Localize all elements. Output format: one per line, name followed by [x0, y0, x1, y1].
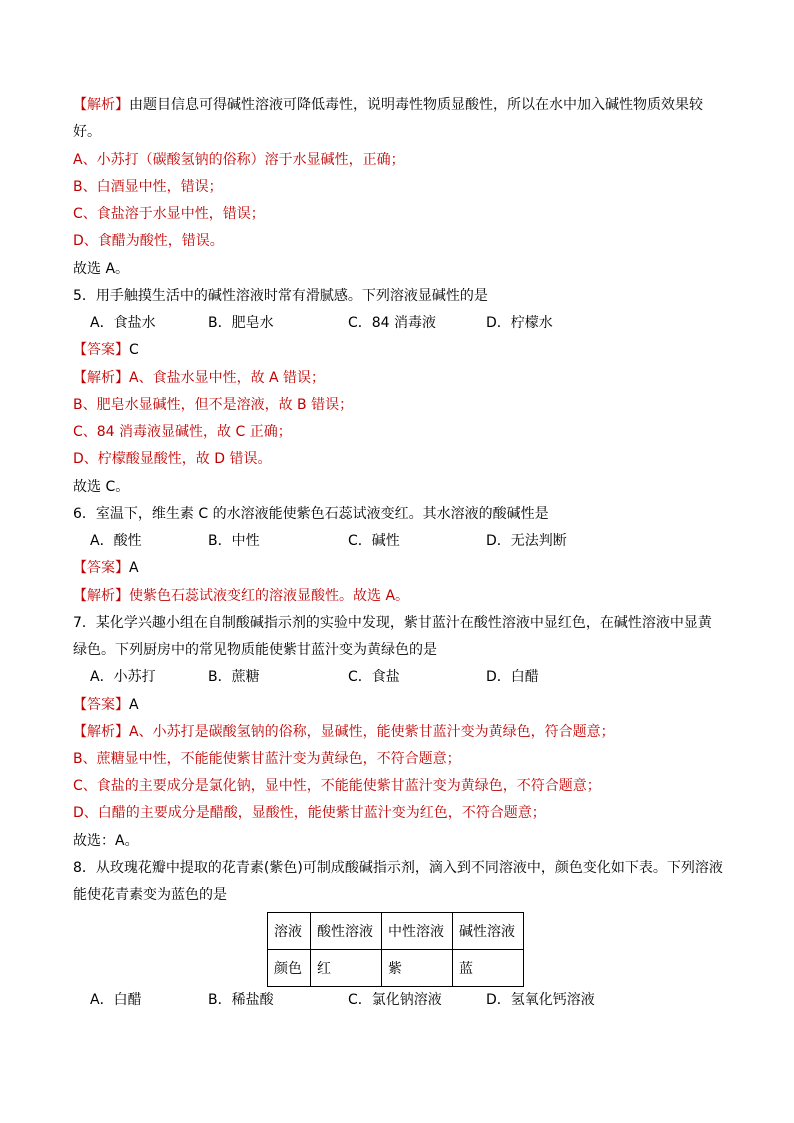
q4-analysis-option-a: A、小苏打（碳酸氢钠的俗称）溶于水显碱性，正确； [73, 152, 405, 168]
q6-option-c: C．碱性 [348, 533, 400, 549]
q4-analysis-text: 由题目信息可得碱性溶液可降低毒性，说明毒性物质显酸性，所以在水中加入碱性物质效果较 [129, 97, 703, 113]
table-cell: 酸性溶液 [311, 913, 382, 950]
q7-analysis-option-c: C、食盐的主要成分是氯化钠，显中性，不能能使紫甘蓝汁变为黄绿色，不符合题意； [73, 778, 601, 794]
q6-analysis-text: 使紫色石蕊试液变红的溶液显酸性。故选 A。 [129, 588, 410, 604]
q5-analysis-option-d: D、柠檬酸显酸性，故 D 错误。 [73, 451, 272, 467]
q5-analysis-option-c: C、84 消毒液显碱性，故 C 正确； [73, 424, 292, 440]
q7-stem-line-1: 7．某化学兴趣小组在自制酸碱指示剂的实验中发现，紫甘蓝汁在酸性溶液中显红色，在碱性溶液中显黄 [73, 615, 712, 631]
q5-option-d: D．柠檬水 [486, 315, 553, 331]
q7-option-a: A．小苏打 [90, 669, 156, 685]
q5-option-c: C．84 消毒液 [348, 315, 437, 331]
q4-analysis-tag: 【解析】 [73, 97, 129, 113]
q7-analysis-line-1 [73, 722, 615, 742]
q6-analysis-tag: 【解析】 [73, 588, 129, 604]
q8-stem-line-2: 能使花青素变为蓝色的是 [73, 887, 227, 903]
q4-analysis-line-1 [73, 95, 703, 115]
q6-stem: 6．室温下，维生素 C 的水溶液能使紫色石蕊试液变红。其水溶液的酸碱性是 [73, 506, 549, 522]
q8-stem-line-1: 8．从玫瑰花瓣中提取的花青素(紫色)可制成酸碱指示剂，滴入到不同溶液中，颜色变化如下表。下列溶液 [73, 860, 723, 876]
table-cell: 紫 [382, 950, 453, 987]
table-cell: 颜色 [268, 950, 311, 987]
q6-answer-tag: 【答案】 [73, 560, 129, 576]
q4-analysis-line-2: 好。 [73, 124, 101, 140]
q4-analysis-option-c: C、食盐溶于水显中性，错误； [73, 206, 265, 222]
table-cell: 红 [311, 950, 382, 987]
q5-conclusion: 故选 C。 [73, 479, 130, 495]
table-cell: 碱性溶液 [453, 913, 524, 950]
q6-analysis [73, 586, 409, 606]
q5-answer-tag: 【答案】 [73, 342, 129, 358]
table-row [268, 913, 524, 950]
q7-analysis-option-b: B、蔗糖显中性，不能能使紫甘蓝汁变为黄绿色，不符合题意； [73, 751, 461, 767]
q6-answer-value: A [129, 560, 139, 576]
q7-analysis-option-a: A、小苏打是碳酸氢钠的俗称，显碱性，能使紫甘蓝汁变为黄绿色，符合题意； [129, 724, 615, 740]
q7-answer [73, 695, 139, 715]
q5-analysis-tag: 【解析】 [73, 370, 129, 386]
q8-color-table [267, 912, 524, 987]
q5-answer [73, 340, 139, 360]
q5-stem: 5．用手触摸生活中的碱性溶液时常有滑腻感。下列溶液显碱性的是 [73, 288, 488, 304]
q8-option-c: C．氯化钠溶液 [348, 992, 442, 1008]
q4-analysis-option-b: B、白酒显中性，错误； [73, 179, 223, 195]
q8-option-a: A．白醋 [90, 992, 142, 1008]
q7-stem-line-2: 绿色。下列厨房中的常见物质能使紫甘蓝汁变为黄绿色的是 [73, 642, 437, 658]
q7-conclusion: 故选：A。 [73, 833, 139, 849]
q8-option-b: B．稀盐酸 [208, 992, 274, 1008]
q7-option-c: C．食盐 [348, 669, 400, 685]
q5-answer-value: C [129, 342, 139, 358]
q7-option-d: D．白醋 [486, 669, 539, 685]
table-row [268, 950, 524, 987]
table-cell: 中性溶液 [382, 913, 453, 950]
q5-analysis-option-a: A、食盐水显中性，故 A 错误； [129, 370, 326, 386]
q6-option-a: A．酸性 [90, 533, 142, 549]
q5-analysis-option-b: B、肥皂水显碱性，但不是溶液，故 B 错误； [73, 397, 354, 413]
q5-option-b: B．肥皂水 [208, 315, 274, 331]
q7-option-b: B．蔗糖 [208, 669, 260, 685]
q6-option-b: B．中性 [208, 533, 260, 549]
table-cell: 溶液 [268, 913, 311, 950]
q6-answer [73, 558, 139, 578]
q6-option-d: D．无法判断 [486, 533, 567, 549]
q7-answer-value: A [129, 697, 139, 713]
q5-analysis-line-1 [73, 368, 325, 388]
table-cell: 蓝 [453, 950, 524, 987]
q4-conclusion: 故选 A。 [73, 261, 130, 277]
q4-analysis-option-d: D、食醋为酸性，错误。 [73, 233, 224, 249]
q7-answer-tag: 【答案】 [73, 697, 129, 713]
q5-option-a: A．食盐水 [90, 315, 156, 331]
q7-analysis-tag: 【解析】 [73, 724, 129, 740]
q7-analysis-option-d: D、白醋的主要成分是醋酸，显酸性，能使紫甘蓝汁变为红色，不符合题意； [73, 805, 546, 821]
q8-option-d: D．氢氧化钙溶液 [486, 992, 595, 1008]
